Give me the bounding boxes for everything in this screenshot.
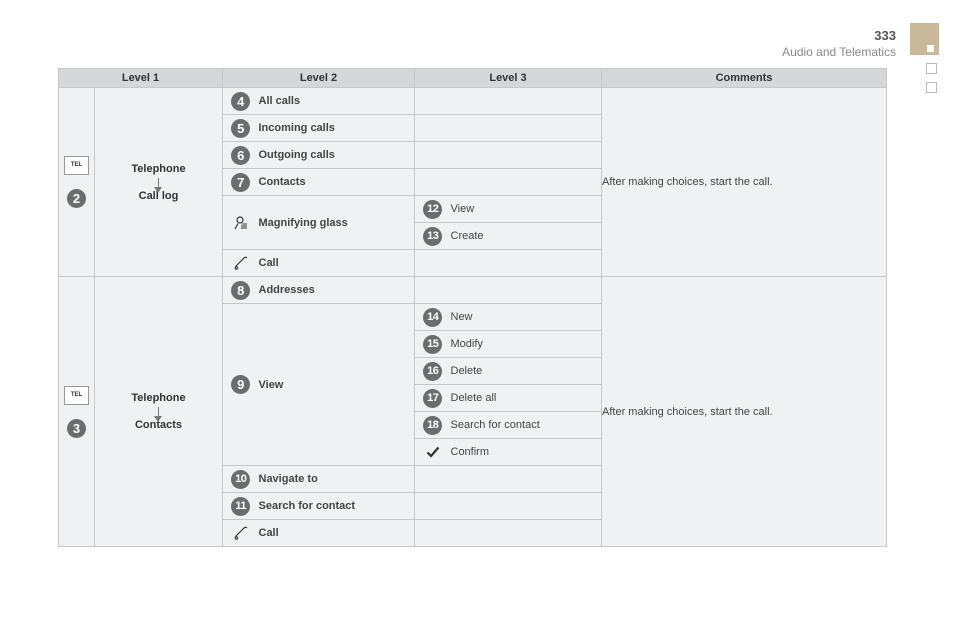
magnifying-glass-icon <box>223 215 259 231</box>
marker-cell <box>223 250 259 277</box>
marker-badge: 11 <box>231 497 250 516</box>
level3-empty <box>415 142 602 169</box>
level3-label: Confirm <box>451 439 602 466</box>
level2-label: Incoming calls <box>259 115 415 142</box>
marker-badge: 17 <box>423 389 442 408</box>
marker-badge: 7 <box>231 173 250 192</box>
marker-badge: 15 <box>423 335 442 354</box>
level3-label: View <box>451 196 602 223</box>
tel-icon: TEL <box>64 156 89 175</box>
level2-label: View <box>259 304 415 466</box>
level3-empty <box>415 115 602 142</box>
level3-label: Search for contact <box>451 412 602 439</box>
level3-empty <box>415 88 602 115</box>
section-box-1 <box>926 63 937 74</box>
phone-handset-icon <box>223 525 259 541</box>
level3-label: New <box>451 304 602 331</box>
marker-badge: 9 <box>231 375 250 394</box>
marker-cell <box>223 493 259 520</box>
marker-badge: 5 <box>231 119 250 138</box>
checkmark-icon <box>415 445 451 459</box>
marker-cell <box>415 304 451 331</box>
marker-cell <box>223 304 259 466</box>
marker-cell <box>415 412 451 439</box>
marker-cell <box>223 196 259 250</box>
tel-icon: TEL <box>64 386 89 405</box>
marker-cell <box>415 196 451 223</box>
level3-empty <box>415 520 602 547</box>
level3-empty <box>415 493 602 520</box>
section-title: Audio and Telematics <box>782 45 896 59</box>
menu-table <box>58 68 887 547</box>
level1-top: Telephone <box>131 392 186 404</box>
marker-badge: 12 <box>423 200 442 219</box>
table-row <box>59 277 887 304</box>
level3-label: Create <box>451 223 602 250</box>
marker-badge: 6 <box>231 146 250 165</box>
group-badge-cell <box>59 277 95 547</box>
marker-cell <box>223 142 259 169</box>
marker-cell <box>415 358 451 385</box>
comment-cell: After making choices, start the call. <box>602 277 887 547</box>
header-level-2: Level 2 <box>223 69 415 88</box>
section-tab-marker <box>927 45 934 52</box>
header-comments: Comments <box>602 69 887 88</box>
level1-cell <box>95 277 223 547</box>
arrow-down-icon <box>158 407 159 418</box>
section-tab <box>910 23 939 55</box>
marker-badge: 18 <box>423 416 442 435</box>
section-box-2 <box>926 82 937 93</box>
marker-cell <box>223 277 259 304</box>
level2-label: Navigate to <box>259 466 415 493</box>
level3-label: Delete <box>451 358 602 385</box>
marker-badge: 2 <box>67 189 86 208</box>
level1-top: Telephone <box>131 162 186 175</box>
level1-cell <box>95 88 223 277</box>
marker-cell <box>223 115 259 142</box>
page-number: 333 <box>874 28 896 43</box>
level3-label: Modify <box>451 331 602 358</box>
marker-cell <box>223 466 259 493</box>
table-header-row <box>59 69 887 88</box>
phone-handset-icon <box>223 255 259 271</box>
level3-label: Delete all <box>451 385 602 412</box>
level2-label: Outgoing calls <box>259 142 415 169</box>
marker-badge: 16 <box>423 362 442 381</box>
level3-empty <box>415 169 602 196</box>
level1-bottom: Call log <box>138 189 179 202</box>
marker-cell <box>223 88 259 115</box>
header-level-1: Level 1 <box>59 69 223 88</box>
marker-badge: 14 <box>423 308 442 327</box>
level3-empty <box>415 250 602 277</box>
level2-label: Search for contact <box>259 493 415 520</box>
level2-label: All calls <box>259 88 415 115</box>
marker-cell <box>415 331 451 358</box>
arrow-down-icon <box>158 178 159 189</box>
comment-cell: After making choices, start the call. <box>602 88 887 277</box>
level2-label: Call <box>259 520 415 547</box>
marker-badge: 4 <box>231 92 250 111</box>
marker-badge: 3 <box>67 419 86 438</box>
level2-label: Contacts <box>259 169 415 196</box>
header-level-3: Level 3 <box>415 69 602 88</box>
table-row <box>59 88 887 115</box>
level3-empty <box>415 466 602 493</box>
marker-cell <box>415 439 451 466</box>
marker-badge: 13 <box>423 227 442 246</box>
level1-bottom: Contacts <box>134 419 183 431</box>
marker-badge: 10 <box>231 470 250 489</box>
marker-cell <box>415 385 451 412</box>
marker-cell <box>223 169 259 196</box>
level2-label: Magnifying glass <box>259 196 415 250</box>
level2-label: Call <box>259 250 415 277</box>
marker-cell <box>223 520 259 547</box>
level3-empty <box>415 277 602 304</box>
marker-badge: 8 <box>231 281 250 300</box>
group-badge-cell <box>59 88 95 277</box>
marker-cell <box>415 223 451 250</box>
level2-label: Addresses <box>259 277 415 304</box>
